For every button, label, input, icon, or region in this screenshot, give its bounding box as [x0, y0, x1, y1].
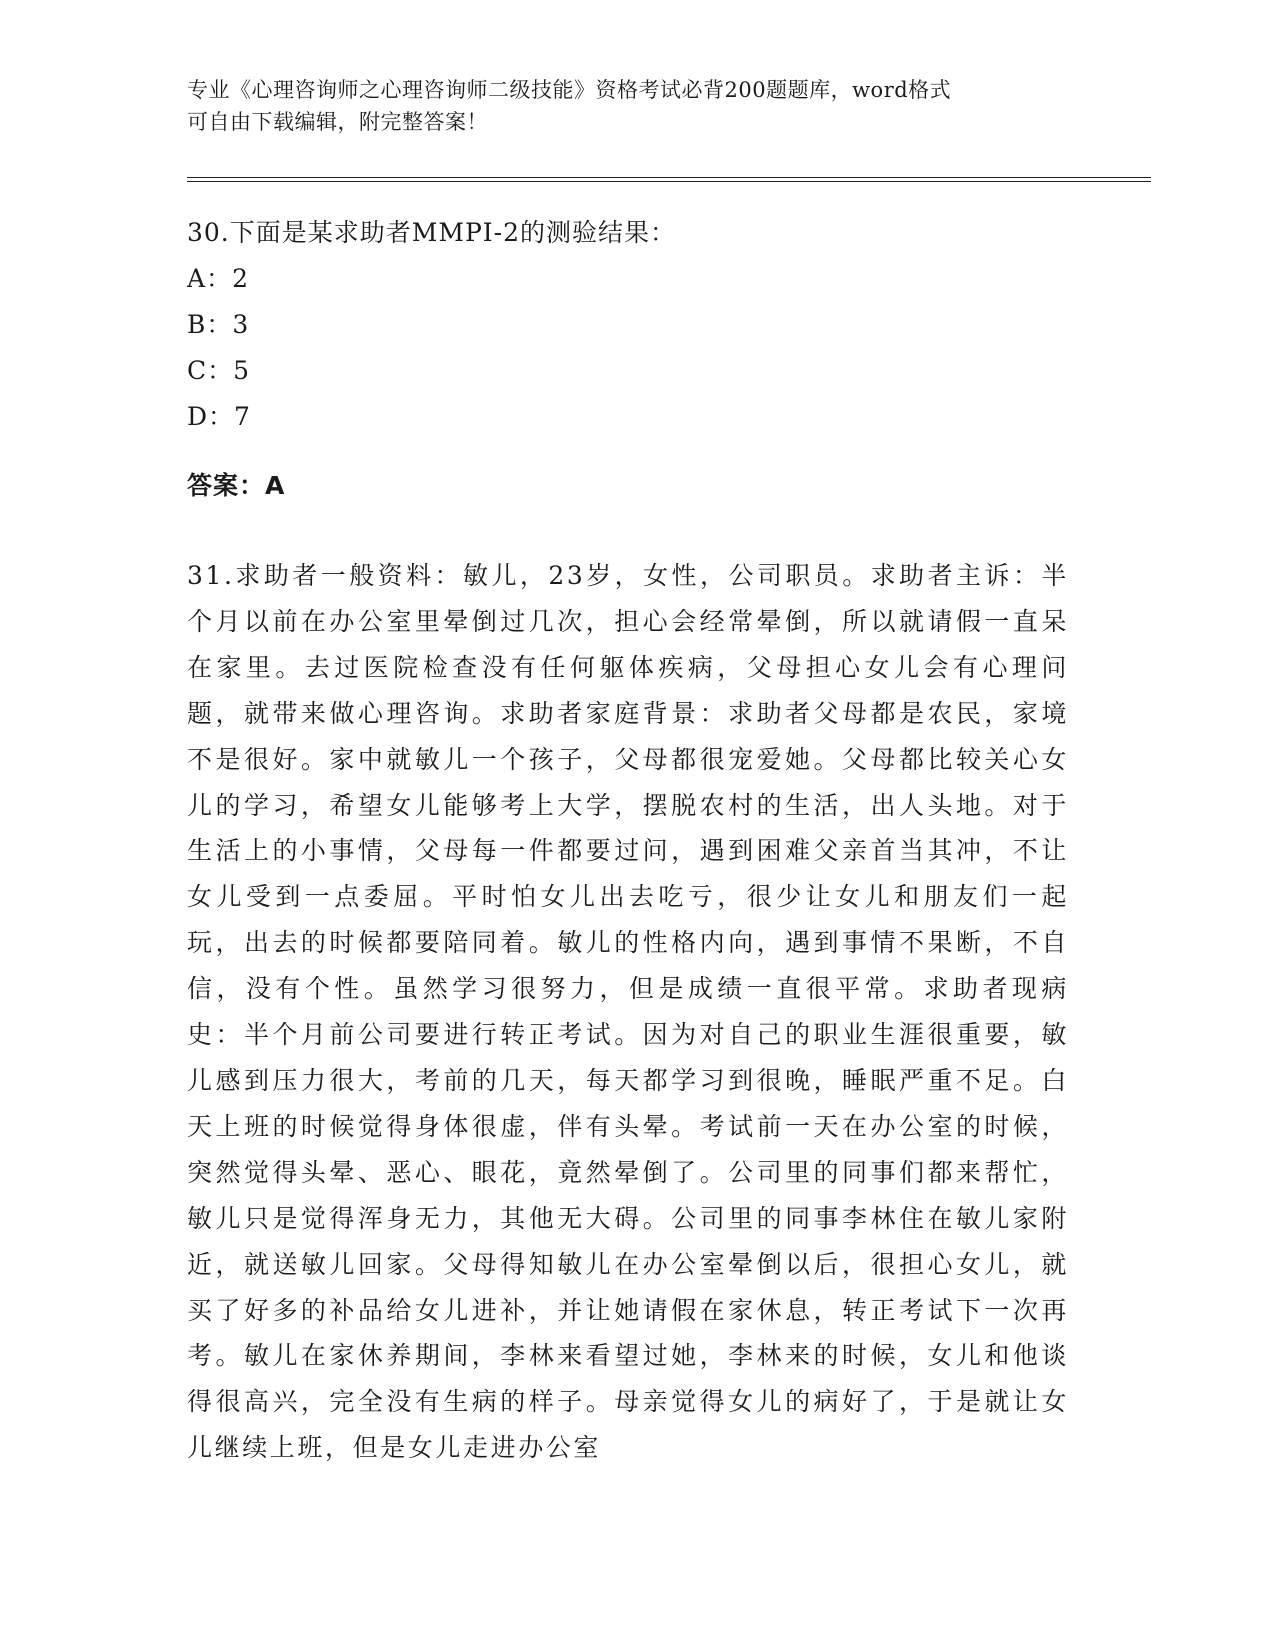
option-c [187, 348, 1087, 394]
question-30-answer: 答案：A [187, 471, 286, 500]
option-c-value: 5 [233, 356, 251, 385]
header-divider-top [187, 177, 1151, 178]
option-a-label: A： [187, 264, 233, 293]
question-30-stem: 30.下面是某求助者MMPI-2的测验结果： [187, 218, 677, 247]
header-line-2: 可自由下载编辑，附完整答案！ [187, 110, 488, 134]
option-d [187, 394, 1087, 440]
question-30 [187, 210, 1087, 440]
option-a [187, 256, 1087, 302]
option-c-label: C： [187, 356, 234, 385]
option-b-label: B： [187, 310, 233, 339]
option-d-label: D： [187, 402, 235, 431]
question-31-text: 31.求助者一般资料：敏儿，23岁，女性，公司职员。求助者主诉：半个月以前在办公室里晕倒过几次，担心会经常晕倒，所以就请假一直呆在家里。去过医院检查没有任何躯体疾病，父母担心女儿会有心理问题，就带来做心理咨询。求助者家庭背景：求助者父母都是农民，家境不是很好。家中就敏儿一个孩子，父母都很宠爱她。父母都比较关心女儿的学习，希望女儿能够考上大学，摆脱农村的生活，出人头地。对于生活上的小事情，父母每一件都要过问，遇到困难父亲首当其冲，不让女儿受到一点委屈。平时怕女儿出去吃亏，很少让女儿和朋友们一起玩，出去的时候都要陪同着。敏儿的性格内向，遇到事情不果断，不自信，没有个性。虽然学习很努力，但是成绩一直很平常。求助者现病史：半个月前公司要进行转正考试。因为对自己的职业生涯很重要，敏儿感到压力很大，考前的几天，每天都学习到很晚，睡眠严重不足。白天上班的时候觉得身体很虚，伴有头晕。考试前一天在办公室的时候，突然觉得头晕、恶心、眼花，竟然晕倒了。公司里的同事们都来帮忙，敏儿只是觉得浑身无力，其他无大碍。公司里的同事李林住在敏儿家附近，就送敏儿回家。父母得知敏儿在办公室晕倒以后，很担心女儿，就买了好多的补品给女儿进补，并让她请假在家休息，转正考试下一次再考。敏儿在家休养期间，李林来看望过她，李林来的时候，女儿和他谈得很高兴，完全没有生病的样子。母亲觉得女儿的病好了，于是就让女儿继续上班，但是女儿走进办公室 [187, 561, 1069, 1463]
option-a-value: 2 [232, 264, 249, 293]
document-header [187, 74, 1067, 138]
header-line-1: 专业《心理咨询师之心理咨询师二级技能》资格考试必背200题题库，word格式 [187, 78, 952, 102]
option-b [187, 302, 1087, 348]
option-d-value: 7 [234, 402, 251, 431]
header-divider-bottom [187, 181, 1151, 182]
option-b-value: 3 [232, 310, 250, 339]
